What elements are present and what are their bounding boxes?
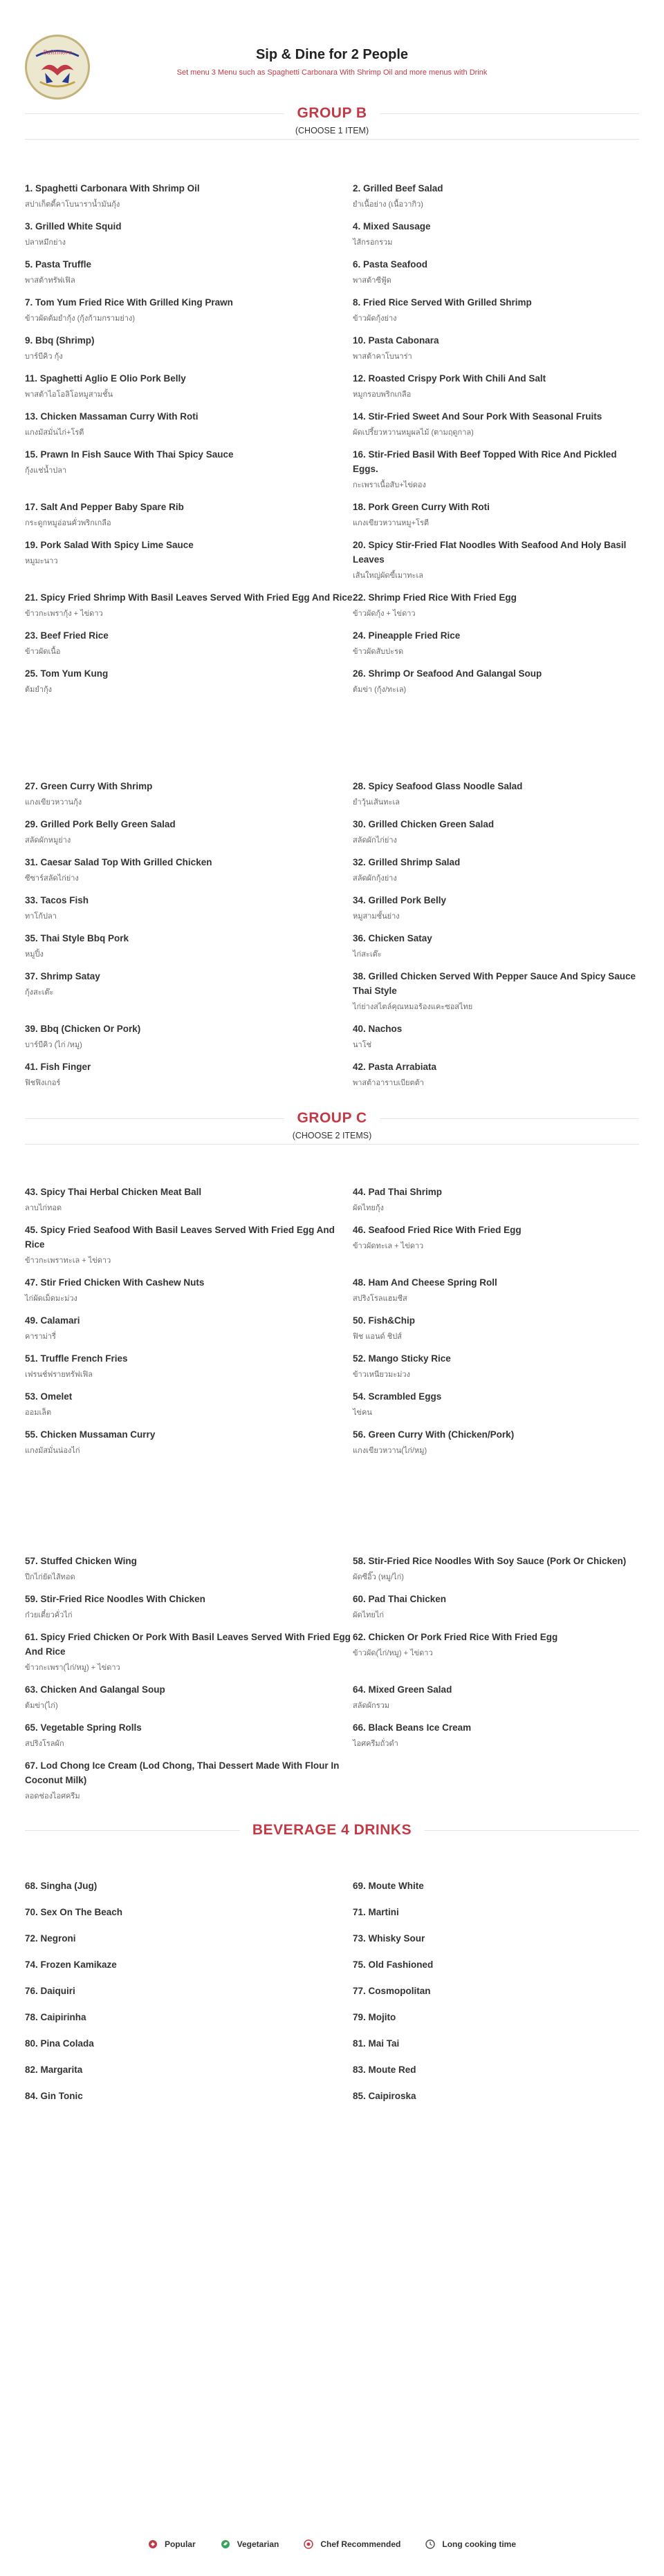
menu-item [353,1313,639,1351]
menu-item-name: 48. Ham And Cheese Spring Roll [353,1277,497,1288]
group-title: GROUP B [297,105,367,121]
popular-icon [148,2539,158,2549]
menu-item-name: 83. Moute Red [353,2065,416,2075]
menu-item-name: 28. Spicy Seafood Glass Noodle Salad [353,781,523,791]
group-b-header [25,105,639,135]
menu-item [25,1389,353,1427]
menu-item-thai-name: ข้าวผัด(ไก่/หมู) + ไข่ดาว [353,1649,433,1657]
menu-item [25,628,353,666]
menu-item-thai-name: ซีซาร์สลัดไก่ย่าง [25,874,79,883]
menu-item-thai-name: ต้มยำกุ้ง [25,686,53,694]
menu-item-thai-name: ฟิช แอนด์ ชิปส์ [353,1333,402,1341]
logo-text: Baltimore [43,48,72,56]
menu-item [353,409,639,447]
menu-item-thai-name: แกงเขียวหวานหมู+โรตี [353,519,430,527]
menu-item-thai-name: ลาบไก่ทอด [25,1204,62,1212]
menu-item-name: 6. Pasta Seafood [353,259,428,270]
menu-item-name: 21. Spicy Fried Shrimp With Basil Leaves Served With Fried Egg And Rice [25,592,353,603]
menu-item [353,1427,639,1465]
menu-item [353,1275,639,1313]
menu-item [353,893,639,931]
menu-item-name: 4. Mixed Sausage [353,221,431,232]
menu-item [25,1060,353,1098]
menu-item-thai-name: ไส้กรอกรวม [353,238,393,247]
menu-item [25,666,353,704]
menu-item-thai-name: ปลาหมึกย่าง [25,238,66,247]
menu-item-name: 37. Shrimp Satay [25,971,100,981]
menu-item-thai-name: สลัดผักหมูย่าง [25,836,71,845]
menu-item-thai-name: พาสต้าอาราบเบียตต้า [353,1079,424,1087]
menu-item-thai-name: ผัดไทยไก่ [353,1611,385,1619]
menu-item-thai-name: สลัดผักไก่ย่าง [353,836,397,845]
menu-item [353,295,639,333]
legend-item [221,2539,279,2549]
divider [25,113,284,114]
menu-item-name: 73. Whisky Sour [353,1933,425,1944]
menu-item [353,1720,639,1758]
menu-item [353,1022,639,1060]
menu-item [353,500,639,538]
menu-item-thai-name: ไก่สะเต๊ะ [353,950,382,959]
menu-item [25,409,353,447]
menu-item-name: 49. Calamari [25,1315,80,1326]
legend-item [148,2539,196,2549]
menu-item-name: 14. Stir-Fried Sweet And Sour Pork With Seasonal Fruits [353,411,602,422]
menu-item [25,1931,353,1957]
menu-item [353,1931,639,1957]
menu-item-thai-name: ข้าวผัดทะเล + ไข่ดาว [353,1242,424,1250]
menu-item-name: 47. Stir Fried Chicken With Cashew Nuts [25,1277,205,1288]
menu-item-name: 85. Caipiroska [353,2091,416,2101]
legend [0,2539,664,2549]
menu-item-name: 68. Singha (Jug) [25,1881,98,1891]
menu-item-name: 3. Grilled White Squid [25,221,122,232]
menu-item-thai-name: ข้าวผัดต้มยำกุ้ง (กุ้งก้ามกรามย่าง) [25,314,136,323]
group-b-items-continued [25,779,639,1098]
menu-item [353,969,639,1022]
menu-item-name: 33. Tacos Fish [25,895,89,905]
menu-item [25,2036,353,2062]
menu-item-name: 8. Fried Rice Served With Grilled Shrimp [353,297,532,308]
menu-item [25,855,353,893]
menu-item [25,1022,353,1060]
legend-label: Popular [164,2539,196,2549]
divider [25,1830,240,1831]
menu-item-thai-name: ปีกไก่ยัดไส้ทอด [25,1573,75,1581]
menu-item-thai-name: หมูปิ้ง [25,950,44,959]
menu-item-name: 65. Vegetable Spring Rolls [25,1722,142,1733]
menu-item-name: 62. Chicken Or Pork Fried Rice With Fried Egg [353,1632,558,1642]
menu-item-name: 50. Fish&Chip [353,1315,416,1326]
menu-item-thai-name: ไก่ผัดเม็ดมะม่วง [25,1295,77,1303]
menu-item-name: 60. Pad Thai Chicken [353,1594,447,1604]
beverage-header [25,1822,639,1839]
menu-item-thai-name: ข้าวผัดสับปะรด [353,648,404,656]
menu-item-name: 84. Gin Tonic [25,2091,83,2101]
menu-item-name: 81. Mai Tai [353,2038,400,2049]
menu-item [353,666,639,704]
menu-item-name: 35. Thai Style Bbq Pork [25,933,129,943]
menu-item-thai-name: สปริงโรลแฮมชีส [353,1295,407,1303]
menu-item-name: 10. Pasta Cabonara [353,335,439,346]
legend-label: Chef Recommended [320,2539,401,2549]
menu-item-name: 1. Spaghetti Carbonara With Shrimp Oil [25,183,200,194]
menu-item [25,1223,353,1275]
menu-item [25,1758,353,1811]
divider [380,113,639,114]
menu-item-thai-name: บาร์บีคิว (ไก่ /หมู) [25,1041,82,1049]
menu-item [25,1630,353,1682]
menu-item-name: 78. Caipirinha [25,2012,86,2022]
menu-item-thai-name: นาโช่ [353,1041,372,1049]
menu-item-thai-name: แกงเขียวหวานกุ้ง [25,798,82,807]
menu-item-name: 64. Mixed Green Salad [353,1684,452,1695]
menu-item-name: 56. Green Curry With (Chicken/Pork) [353,1429,515,1440]
menu-item [353,2010,639,2036]
menu-item-name: 2. Grilled Beef Salad [353,183,443,194]
menu-item-thai-name: เส้นใหญ่ผัดขี้เมาทะเล [353,572,423,580]
menu-item [25,590,353,628]
menu-item-name: 25. Tom Yum Kung [25,668,109,679]
menu-item-thai-name: กุ้งสะเต๊ะ [25,988,54,997]
menu-item-thai-name: ไอศครีมถั่วดำ [353,1740,398,1748]
menu-item-name: 7. Tom Yum Fried Rice With Grilled King Prawn [25,297,233,308]
menu-item-name: 24. Pineapple Fried Rice [353,630,461,641]
menu-item-name: 30. Grilled Chicken Green Salad [353,819,495,829]
menu-item-name: 67. Lod Chong Ice Cream (Lod Chong, Thai Dessert Made With Flour In Coconut Milk) [25,1760,340,1785]
menu-item [25,333,353,371]
menu-item-thai-name: ยำเนื้อย่าง (เนื้อวากิว) [353,200,423,209]
group-choose-note: (CHOOSE 1 ITEM) [295,126,369,135]
menu-item-name: 32. Grilled Shrimp Salad [353,857,461,867]
menu-item-thai-name: ข้าวเหนียวมะม่วง [353,1371,410,1379]
menu-item-name: 59. Stir-Fried Rice Noodles With Chicken [25,1594,205,1604]
menu-item [25,2089,353,2115]
menu-item-thai-name: ไข่คน [353,1409,372,1417]
menu-item-thai-name: กระดูกหมูอ่อนคั่วพริกเกลือ [25,519,111,527]
menu-item-name: 9. Bbq (Shrimp) [25,335,95,346]
menu-item-name: 74. Frozen Kamikaze [25,1959,117,1970]
menu-item-thai-name: พาสต้าไอโอลิโอหมูสามชั้น [25,391,113,399]
menu-item-thai-name: แกงมัสมั่นไก่+โรตี [25,429,84,437]
menu-item [25,969,353,1022]
menu-item-name: 26. Shrimp Or Seafood And Galangal Soup [353,668,542,679]
menu-item [25,893,353,931]
menu-item-thai-name: ต้มข่า(ไก่) [25,1702,58,1710]
menu-item-name: 39. Bbq (Chicken Or Pork) [25,1024,141,1034]
group-title: BEVERAGE 4 DRINKS [252,1822,412,1838]
menu-header [0,0,664,82]
menu-item [25,1682,353,1720]
menu-item-name: 44. Pad Thai Shrimp [353,1187,443,1197]
menu-item-name: 69. Moute White [353,1881,424,1891]
menu-item [353,779,639,817]
menu-item-name: 13. Chicken Massaman Curry With Roti [25,411,199,422]
divider [424,1830,639,1831]
menu-item-name: 53. Omelet [25,1391,73,1402]
menu-item-thai-name: ฟิชฟิงเกอร์ [25,1079,61,1087]
menu-item-thai-name: ข้าวผัดกุ้งย่าง [353,314,397,323]
legend-label: Long cooking time [442,2539,517,2549]
menu-item [353,1554,639,1592]
menu-item [25,181,353,219]
menu-item-thai-name: พาสต้าคาโบนาร่า [353,352,412,361]
menu-item [25,1185,353,1223]
menu-item [353,371,639,409]
menu-item [353,2062,639,2089]
clock-icon [425,2539,435,2549]
menu-item-name: 38. Grilled Chicken Served With Pepper Sauce And Spicy Sauce Thai Style [353,971,636,996]
menu-item [25,1427,353,1465]
group-c-items-continued [25,1554,639,1811]
menu-item-name: 57. Stuffed Chicken Wing [25,1556,137,1566]
menu-item-name: 77. Cosmopolitan [353,1986,431,1996]
menu-item-name: 43. Spicy Thai Herbal Chicken Meat Ball [25,1187,202,1197]
group-c-items [25,1185,639,1465]
menu-item [25,447,353,500]
menu-item-name: 66. Black Beans Ice Cream [353,1722,472,1733]
menu-item-name: 55. Chicken Mussaman Curry [25,1429,156,1440]
menu-item [353,1592,639,1630]
menu-item [353,2089,639,2115]
menu-item-thai-name: สลัดผักรวม [353,1702,390,1710]
menu-item-name: 70. Sex On The Beach [25,1907,123,1917]
menu-item-thai-name: สปาเก็ตตี้คาโบนาราน้ำมันกุ้ง [25,200,120,209]
menu-item-thai-name: ออมเล็ต [25,1409,52,1417]
menu-item [25,1905,353,1931]
divider [25,1118,284,1119]
menu-item-name: 52. Mango Sticky Rice [353,1353,451,1364]
menu-item-name: 40. Nachos [353,1024,403,1034]
menu-item-thai-name: ผัดซีอิ๊ว (หมู/ไก่) [353,1573,404,1581]
menu-item [25,500,353,538]
menu-item-name: 61. Spicy Fried Chicken Or Pork With Basil Leaves Served With Fried Egg And Rice [25,1632,351,1657]
menu-item [25,817,353,855]
menu-item-name: 71. Martini [353,1907,399,1917]
legend-label: Vegetarian [237,2539,279,2549]
menu-item [25,779,353,817]
menu-item [25,1554,353,1592]
menu-item-thai-name: ยำวุ้นเส้นทะเล [353,798,400,807]
menu-item-thai-name: สปริงโรลผัก [25,1740,64,1748]
menu-item [353,219,639,257]
menu-item-thai-name: ต้มข่า (กุ้ง/ทะเล) [353,686,407,694]
menu-item [353,855,639,893]
menu-item [353,1185,639,1223]
menu-item-thai-name: ไก่ย่างสไตล์คุณหมอร้องแคะซอสไทย [353,1003,473,1011]
menu-item [353,1905,639,1931]
menu-item [353,333,639,371]
menu-item [353,1984,639,2010]
menu-item [353,1060,639,1098]
menu-item [25,1984,353,2010]
menu-item [25,295,353,333]
legend-item [304,2539,400,2549]
menu-item-name: 20. Spicy Stir-Fried Flat Noodles With Seafood And Holy Basil Leaves [353,540,627,565]
menu-item [353,1630,639,1682]
menu-item-name: 80. Pina Colada [25,2038,94,2049]
menu-item-name: 72. Negroni [25,1933,76,1944]
menu-item [353,181,639,219]
menu-item [353,628,639,666]
menu-item [353,1879,639,1905]
menu-item [353,2036,639,2062]
group-title: GROUP C [297,1110,367,1126]
beverage-items [25,1879,639,2115]
menu-item-name: 54. Scrambled Eggs [353,1391,442,1402]
menu-item-thai-name: พาสต้าทรัฟเฟิล [25,276,75,285]
menu-item-name: 58. Stir-Fried Rice Noodles With Soy Sauce (Pork Or Chicken) [353,1556,627,1566]
menu-item-name: 18. Pork Green Curry With Roti [353,502,490,512]
menu-item-thai-name: ข้าวผัดเนื้อ [25,648,61,656]
menu-item [25,1592,353,1630]
chef-recommended-icon [304,2539,313,2549]
menu-item-name: 29. Grilled Pork Belly Green Salad [25,819,176,829]
menu-item [25,1879,353,1905]
menu-item [353,931,639,969]
menu-item-thai-name: กุ้งแช่น้ำปลา [25,467,67,475]
menu-item-thai-name: แกงมัสมั่นน่องไก่ [25,1447,80,1455]
menu-item-name: 36. Chicken Satay [353,933,432,943]
group-choose-note: (CHOOSE 2 ITEMS) [292,1131,372,1140]
menu-item-thai-name: คาราม่ารี่ [25,1333,56,1341]
page-subtitle: Set menu 3 Menu such as Spaghetti Carbonara With Shrimp Oil and more menus with Drink [176,68,488,77]
menu-item-thai-name: หมูกรอบพริกเกลือ [353,391,412,399]
menu-item [353,817,639,855]
menu-item-name: 5. Pasta Truffle [25,259,92,270]
menu-item-thai-name: ผัดไทยกุ้ง [353,1204,384,1212]
menu-item-thai-name: บาร์บีคิว กุ้ง [25,352,63,361]
menu-item-thai-name: เฟรนช์ฟรายทรัฟเฟิล [25,1371,93,1379]
menu-item [353,1957,639,1984]
menu-item [353,257,639,295]
menu-item-name: 76. Daiquiri [25,1986,75,1996]
menu-item-thai-name: หมูมะนาว [25,557,58,565]
menu-item-thai-name: แกงเขียวหวาน(ไก่/หมู) [353,1447,427,1455]
menu-item [25,257,353,295]
menu-item [25,2010,353,2036]
menu-item-name: 75. Old Fashioned [353,1959,434,1970]
menu-item [25,538,353,590]
menu-item [353,1682,639,1720]
menu-item-name: 34. Grilled Pork Belly [353,895,447,905]
group-c-header [25,1110,639,1140]
menu-item-name: 15. Prawn In Fish Sauce With Thai Spicy Sauce [25,449,234,460]
menu-item-thai-name: หมูสามชั้นย่าง [353,912,400,921]
menu-item [25,1720,353,1758]
menu-item-thai-name: กะเพราเนื้อสับ+ไข่ดอง [353,481,426,489]
menu-item-name: 16. Stir-Fried Basil With Beef Topped With Rice And Pickled Eggs. [353,449,617,474]
menu-item-thai-name: ข้าวกะเพรากุ้ง + ไข่ดาว [25,610,103,618]
menu-item-name: 23. Beef Fried Rice [25,630,109,641]
menu-item [25,219,353,257]
page-title: Sip & Dine for 2 People [255,47,409,62]
menu-item-name: 51. Truffle French Fries [25,1353,128,1364]
menu-item-name: 42. Pasta Arrabiata [353,1062,437,1072]
divider [380,1118,639,1119]
menu-item-name: 27. Green Curry With Shrimp [25,781,153,791]
menu-item [353,590,639,628]
menu-item-thai-name: ลอดช่องไอศครีม [25,1792,80,1801]
menu-item [353,447,639,500]
menu-item [25,931,353,969]
menu-item [25,371,353,409]
menu-item-thai-name: พาสต้าซีฟู้ด [353,276,391,285]
menu-item [25,1313,353,1351]
menu-item-name: 19. Pork Salad With Spicy Lime Sauce [25,540,194,550]
menu-item-thai-name: ทาโก้ปลา [25,912,57,921]
menu-item-name: 79. Mojito [353,2012,396,2022]
menu-item [353,1351,639,1389]
menu-item-name: 17. Salt And Pepper Baby Spare Rib [25,502,184,512]
menu-item-thai-name: ข้าวกะเพราทะเล + ไข่ดาว [25,1257,111,1265]
menu-item [353,1389,639,1427]
menu-item [25,1957,353,1984]
menu-item-name: 45. Spicy Fried Seafood With Basil Leaves Served With Fried Egg And Rice [25,1225,335,1250]
menu-item-name: 82. Margarita [25,2065,83,2075]
menu-item-thai-name: สลัดผักกุ้งย่าง [353,874,397,883]
menu-item-name: 31. Caesar Salad Top With Grilled Chicken [25,857,212,867]
menu-item [25,1351,353,1389]
menu-item [25,2062,353,2089]
menu-item-thai-name: ข้าวกะเพรา(ไก่/หมู) + ไข่ดาว [25,1664,120,1672]
menu-item-name: 12. Roasted Crispy Pork With Chili And Salt [353,373,546,384]
logo-emblem-icon [27,37,88,97]
menu-item [353,538,639,590]
menu-item-thai-name: ก๋วยเตี๋ยวคั่วไก่ [25,1611,73,1619]
menu-item-name: 41. Fish Finger [25,1062,91,1072]
menu-item-thai-name: ผัดเปรี้ยวหวานหมูผลไม้ (ตามฤดูกาล) [353,429,474,437]
group-b-items [25,181,639,704]
menu-item-name: 46. Seafood Fried Rice With Fried Egg [353,1225,522,1235]
menu-item-name: 63. Chicken And Galangal Soup [25,1684,165,1695]
restaurant-logo [25,35,90,100]
menu-item-thai-name: ข้าวผัดกุ้ง + ไข่ดาว [353,610,416,618]
menu-item-name: 11. Spaghetti Aglio E Olio Pork Belly [25,373,186,384]
menu-item-name: 22. Shrimp Fried Rice With Fried Egg [353,592,517,603]
menu-item [25,1275,353,1313]
legend-item [425,2539,516,2549]
menu-item [353,1223,639,1275]
vegetarian-icon [221,2539,230,2549]
